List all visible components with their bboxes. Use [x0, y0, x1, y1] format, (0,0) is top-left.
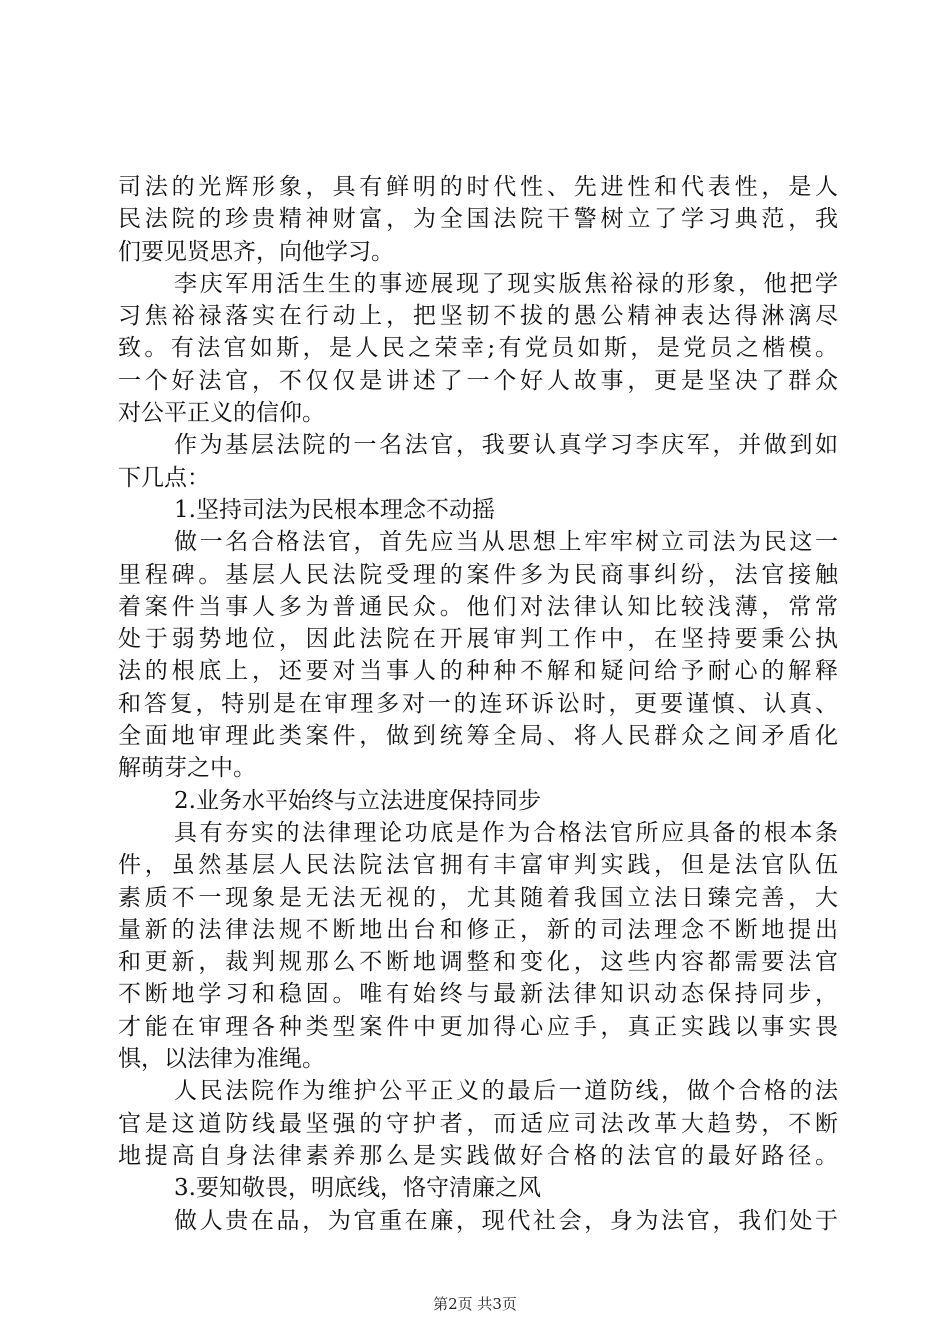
section-heading: 3.要知敬畏，明底线，恪守清廉之风 [174, 1175, 541, 1202]
text-line: 习焦裕禄落实在行动上，把坚韧不拔的愚公精神表达得淋漓尽 [118, 303, 838, 330]
text-line: 法的根底上，还要对当事人的种种不解和疑问给予耐心的解释 [118, 658, 838, 685]
text-line: 对公平正义的信仰。 [118, 400, 325, 427]
text-line: 才能在审理各种类型案件中更加得心应手，真正实践以事实畏 [118, 1013, 838, 1040]
text-line: 民法院的珍贵精神财富，为全国法院干警树立了学习典范，我 [118, 206, 838, 233]
paragraph-start-line: 人民法院作为维护公平正义的最后一道防线，做个合格的法 [174, 1078, 838, 1105]
text-line: 着案件当事人多为普通民众。他们对法律认知比较浅薄，常常 [118, 593, 838, 620]
text-line: 下几点： [118, 464, 210, 491]
text-line: 惧，以法律为准绳。 [118, 1046, 325, 1073]
text-line: 里程碑。基层人民法院受理的案件多为民商事纠纷，法官接触 [118, 561, 838, 588]
paragraph-start-line: 做人贵在品，为官重在廉，现代社会，身为法官，我们处于 [174, 1207, 838, 1234]
paragraph-start-line: 作为基层法院的一名法官，我要认真学习李庆军，并做到如 [174, 432, 838, 459]
text-line: 和更新，裁判规那么不断地调整和变化，这些内容都需要法官 [118, 949, 838, 976]
text-line: 解萌芽之中。 [118, 755, 256, 782]
text-line: 处于弱势地位，因此法院在开展审判工作中，在坚持要秉公执 [118, 626, 838, 653]
paragraph-start-line: 做一名合格法官，首先应当从思想上牢牢树立司法为民这一 [174, 529, 838, 556]
text-line: 不断地学习和稳固。唯有始终与最新法律知识动态保持同步， [118, 981, 838, 1008]
section-heading: 2.业务水平始终与立法进度保持同步 [174, 787, 541, 814]
page-footer: 第2页 共3页 [433, 1295, 517, 1313]
paragraph-start-line: 李庆军用活生生的事迹展现了现实版焦裕禄的形象，他把学 [174, 270, 838, 297]
paragraph-start-line: 具有夯实的法律理论功底是作为合格法官所应具备的根本条 [174, 819, 838, 846]
section-heading: 1.坚持司法为民根本理念不动摇 [174, 496, 495, 523]
text-line: 一个好法官，不仅仅是讲述了一个好人故事，更是坚决了群众 [118, 367, 838, 394]
text-line: 素质不一现象是无法无视的，尤其随着我国立法日臻完善，大 [118, 884, 838, 911]
text-line: 全面地审理此类案件，做到统筹全局、将人民群众之间矛盾化 [118, 723, 838, 750]
text-line: 司法的光辉形象，具有鲜明的时代性、先进性和代表性，是人 [118, 174, 838, 200]
text-line: 地提高自身法律素养那么是实践做好合格的法官的最好路径。 [118, 1142, 838, 1169]
text-line: 量新的法律法规不断地出台和修正，新的司法理念不断地提出 [118, 916, 838, 943]
text-line: 和答复，特别是在审理多对一的连环诉讼时，更要谨慎、认真、 [118, 690, 838, 717]
text-line: 致。有法官如斯，是人民之荣幸;有党员如斯，是党员之楷模。 [118, 335, 838, 362]
body-text [118, 171, 838, 1237]
text-line: 们要见贤思齐，向他学习。 [118, 238, 394, 265]
text-line: 官是这道防线最坚强的守护者，而适应司法改革大趋势，不断 [118, 1110, 838, 1137]
text-line: 件，虽然基层人民法院法官拥有丰富审判实践，但是法官队伍 [118, 852, 838, 879]
